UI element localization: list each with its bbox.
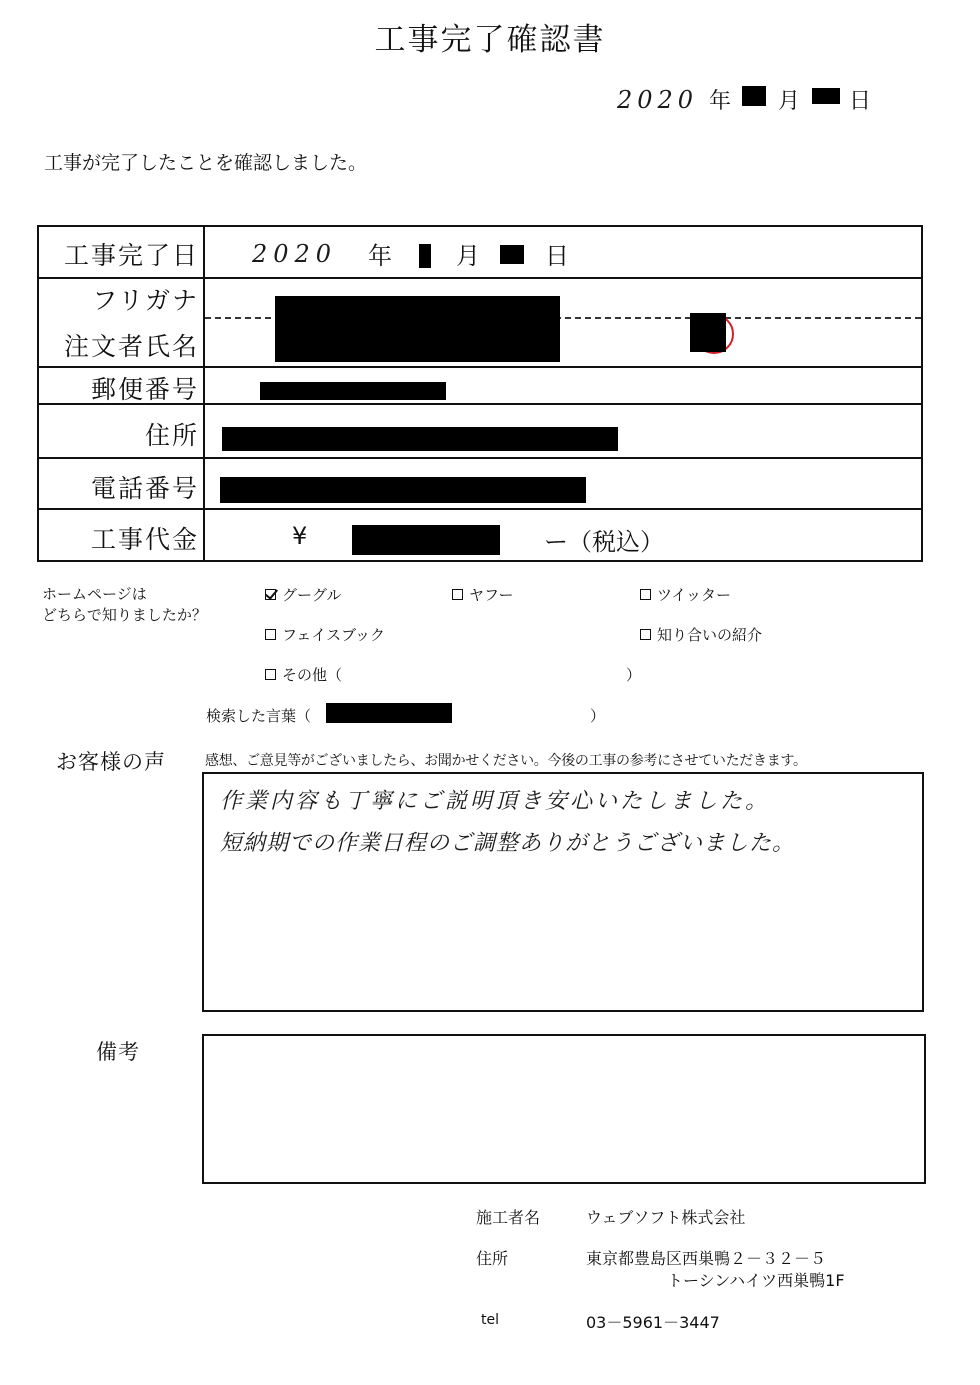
confirmation-text: 工事が完了したことを確認しました。	[44, 152, 368, 174]
completion-date-year-unit: 年	[368, 242, 392, 270]
table-row-divider	[39, 366, 921, 368]
orderer-name-redaction	[275, 296, 560, 362]
other-label: その他（	[282, 666, 343, 684]
yahoo-checkbox[interactable]	[452, 589, 463, 600]
contractor-tel-label: tel	[481, 1312, 499, 1328]
option-google[interactable]	[265, 584, 342, 605]
header-date-month-redaction	[742, 86, 766, 106]
table-row-divider	[39, 457, 921, 459]
customer-voice-heading: お客様の声	[56, 750, 166, 774]
contractor-address-line1: 東京都豊島区西巣鴨２－３２－５	[586, 1249, 827, 1268]
contractor-address-line2: トーシンハイツ西巣鴨1F	[667, 1271, 845, 1290]
contractor-tel: 03－5961－3447	[586, 1313, 720, 1332]
completion-date-month-unit: 月	[456, 242, 480, 270]
contractor-name: ウェブソフト株式会社	[586, 1208, 746, 1227]
customer-info-table	[37, 225, 923, 562]
header-date-year-unit: 年	[709, 89, 732, 114]
postal-code-label: 郵便番号	[90, 375, 199, 404]
fee-label: 工事代金	[90, 525, 199, 554]
referral-label: 知り合いの紹介	[657, 626, 763, 644]
header-date-day-unit: 日	[849, 89, 872, 114]
google-label: グーグル	[282, 586, 342, 604]
customer-voice-box[interactable]	[202, 772, 924, 1012]
customer-voice-line1: 作業内容も丁寧にご説明頂き安心いたしました。	[220, 789, 771, 814]
postal-code-redaction	[260, 382, 446, 400]
customer-voice-prompt: 感想、ご意見等がございましたら、お聞かせください。今後の工事の参考にさせていただきます。	[205, 753, 807, 769]
search-words-label: 検索した言葉（	[206, 707, 312, 725]
facebook-label: フェイスブック	[282, 626, 386, 644]
twitter-label: ツイッター	[657, 586, 731, 604]
search-words-close-paren: ）	[590, 707, 606, 725]
notes-heading: 備考	[96, 1040, 140, 1064]
search-words-redaction	[326, 703, 452, 723]
fee-tax-included: ー（税込）	[544, 528, 664, 556]
table-row-divider	[39, 277, 921, 279]
google-checkbox[interactable]	[265, 589, 276, 600]
address-redaction	[222, 427, 618, 451]
header-date-day-redaction	[812, 88, 840, 104]
seal-redaction	[690, 313, 726, 352]
completion-date-label: 工事完了日	[63, 241, 199, 270]
completion-date-day-redaction	[500, 245, 524, 264]
other-close-paren: ）	[626, 666, 642, 684]
option-other[interactable]	[265, 664, 342, 685]
option-twitter[interactable]	[640, 584, 731, 605]
referral-question-line2: どちらで知りましたか？	[42, 606, 207, 624]
orderer-name-label: 注文者氏名	[63, 332, 199, 361]
other-checkbox[interactable]	[265, 669, 276, 680]
table-row-divider	[39, 508, 921, 510]
document-title: 工事完了確認書	[374, 22, 606, 58]
completion-date-year: 2020	[252, 240, 338, 268]
header-date-year: 2020	[617, 86, 699, 114]
referral-question	[42, 584, 207, 626]
option-referral[interactable]	[640, 624, 762, 645]
phone-redaction	[220, 477, 586, 503]
fee-amount-redaction	[352, 525, 500, 555]
phone-label: 電話番号	[90, 474, 199, 503]
furigana-label: フリガナ	[92, 286, 199, 315]
completion-date-month-redaction	[419, 244, 431, 268]
contractor-address-label: 住所	[476, 1249, 509, 1268]
referral-checkbox[interactable]	[640, 629, 651, 640]
header-date-month-unit: 月	[778, 89, 801, 114]
option-facebook[interactable]	[265, 624, 385, 645]
facebook-checkbox[interactable]	[265, 629, 276, 640]
twitter-checkbox[interactable]	[640, 589, 651, 600]
referral-question-line1: ホームページは	[42, 585, 147, 603]
option-yahoo[interactable]	[452, 584, 514, 605]
fee-yen-sign: ¥	[292, 522, 308, 550]
notes-box[interactable]	[202, 1034, 926, 1184]
address-label: 住所	[144, 421, 199, 450]
contractor-name-label: 施工者名	[476, 1208, 541, 1227]
yahoo-label: ヤフー	[469, 586, 514, 604]
customer-voice-line2: 短納期での作業日程のご調整ありがとうございました。	[220, 831, 796, 856]
completion-date-day-unit: 日	[545, 242, 569, 270]
